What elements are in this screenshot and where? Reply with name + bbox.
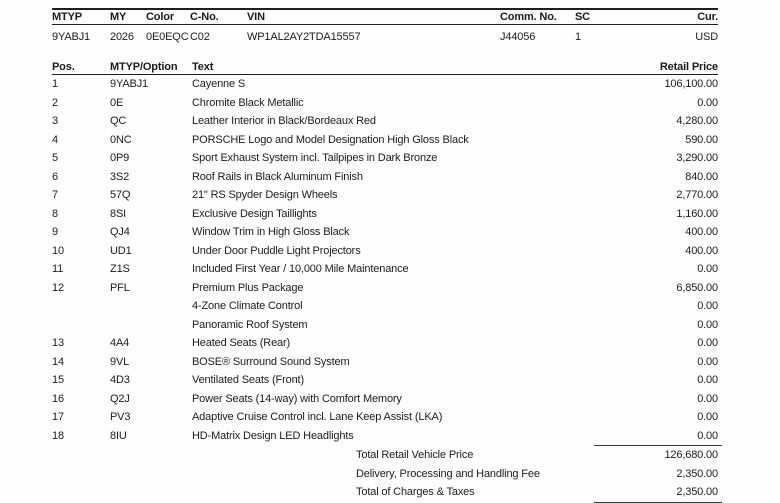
option-pos: 8 (52, 207, 58, 220)
col-header-cur: Cur. (697, 11, 718, 23)
totals-rows (52, 446, 718, 502)
col-header-retail-price: Retail Price (659, 60, 718, 73)
option-pos: 9 (52, 226, 58, 239)
vehicle-header-row (52, 8, 718, 25)
vehicle-sc-value: 1 (575, 30, 581, 43)
option-code: 9VL (110, 355, 130, 368)
option-pos: 3 (52, 115, 58, 128)
option-code: 8SI (110, 207, 127, 220)
option-row (52, 223, 718, 242)
option-row (52, 112, 718, 131)
option-code: 0E (110, 96, 124, 109)
option-code: QJ4 (110, 226, 130, 239)
option-price: 6,850.00 (676, 281, 718, 294)
option-pos: 6 (52, 170, 58, 183)
vehicle-cur-value: USD (695, 30, 718, 43)
col-header-my: MY (110, 11, 127, 23)
total-label: Delivery, Processing and Handling Fee (356, 467, 540, 480)
option-pos: 16 (52, 392, 64, 405)
option-row (52, 131, 718, 150)
option-code: Z1S (110, 263, 130, 276)
vehicle-mtyp-value: 9YABJ1 (52, 30, 91, 43)
option-row (52, 390, 718, 409)
total-row (52, 483, 718, 502)
total-value: 126,680.00 (664, 449, 718, 462)
option-row (52, 75, 718, 94)
vehicle-color-value: 0E0EQC (146, 30, 189, 43)
option-pos: 2 (52, 96, 58, 109)
option-row (52, 149, 718, 168)
option-price: 2,770.00 (676, 189, 718, 202)
option-code: 0NC (110, 133, 132, 146)
option-text: BOSE® Surround Sound System (192, 355, 350, 368)
option-pos: 13 (52, 337, 64, 350)
option-row (52, 408, 718, 427)
options-rows (52, 75, 718, 445)
option-row (52, 334, 718, 353)
col-header-cno: C-No. (190, 11, 219, 23)
option-code: 3S2 (110, 170, 130, 183)
option-text: Under Door Puddle Light Projectors (192, 244, 361, 257)
option-row (52, 242, 718, 261)
option-pos: 5 (52, 152, 58, 165)
option-pos: 10 (52, 244, 64, 257)
option-code: 9YABJ1 (110, 78, 149, 91)
option-code: 4A4 (110, 337, 130, 350)
option-row (52, 260, 718, 279)
col-header-commno: Comm. No. (500, 11, 557, 23)
option-text: HD-Matrix Design LED Headlights (192, 429, 354, 442)
total-value: 2,350.00 (676, 467, 718, 480)
total-label: Total of Charges & Taxes (356, 486, 475, 499)
option-text: Premium Plus Package (192, 281, 304, 294)
option-code: 57Q (110, 189, 131, 202)
option-code: QC (110, 115, 127, 128)
option-price: 400.00 (685, 244, 718, 257)
option-price: 0.00 (697, 300, 718, 313)
option-row (52, 205, 718, 224)
vehicle-commno-value: J44056 (500, 30, 536, 43)
option-text: Roof Rails in Black Aluminum Finish (192, 170, 363, 183)
option-code: Q2J (110, 392, 130, 405)
option-price: 0.00 (697, 411, 718, 424)
option-text: 21" RS Spyder Design Wheels (192, 189, 338, 202)
option-price: 106,100.00 (664, 78, 718, 91)
option-code: PV3 (110, 411, 131, 424)
option-text: Sport Exhaust System incl. Tailpipes in Dark Bronze (192, 152, 438, 165)
option-row (52, 353, 718, 372)
option-price: 0.00 (697, 337, 718, 350)
option-row (52, 279, 718, 298)
option-row (52, 427, 718, 446)
option-pos: 12 (52, 281, 64, 294)
grand-total-rule (594, 502, 722, 503)
option-pos: 7 (52, 189, 58, 202)
option-text: Panoramic Roof System (192, 318, 308, 331)
option-row (52, 94, 718, 113)
option-text: Window Trim in High Gloss Black (192, 226, 350, 239)
col-header-sc: SC (575, 11, 590, 23)
vehicle-data-row (52, 25, 718, 46)
option-price: 0.00 (697, 318, 718, 331)
option-price: 0.00 (697, 96, 718, 109)
option-pos: 18 (52, 429, 64, 442)
option-pos: 14 (52, 355, 64, 368)
option-text: Adaptive Cruise Control incl. Lane Keep Assist (LKA) (192, 411, 443, 424)
option-text: PORSCHE Logo and Model Designation High Gloss Black (192, 133, 469, 146)
option-row (52, 168, 718, 187)
option-price: 590.00 (685, 133, 718, 146)
option-code: 8IU (110, 429, 127, 442)
option-price: 0.00 (697, 429, 718, 442)
option-price: 400.00 (685, 226, 718, 239)
option-price: 1,160.00 (676, 207, 718, 220)
option-row (52, 186, 718, 205)
col-header-option: MTYP/Option (110, 60, 178, 73)
option-pos: 17 (52, 411, 64, 424)
option-pos: 15 (52, 374, 64, 387)
col-header-mtyp: MTYP (52, 11, 82, 23)
option-code: PFL (110, 281, 130, 294)
total-label: Total Retail Vehicle Price (356, 449, 474, 462)
option-text: Exclusive Design Taillights (192, 207, 317, 220)
option-price: 0.00 (697, 374, 718, 387)
option-row (52, 316, 718, 335)
option-row (52, 371, 718, 390)
total-row (52, 465, 718, 484)
option-price: 0.00 (697, 392, 718, 405)
option-price: 0.00 (697, 355, 718, 368)
option-price: 3,290.00 (676, 152, 718, 165)
option-text: 4-Zone Climate Control (192, 300, 303, 313)
option-text: Ventilated Seats (Front) (192, 374, 304, 387)
option-pos: 4 (52, 133, 58, 146)
option-pos: 11 (52, 263, 64, 276)
vehicle-cno-value: C02 (190, 30, 210, 43)
option-code: UD1 (110, 244, 132, 257)
option-text: Leather Interior in Black/Bordeaux Red (192, 115, 376, 128)
options-header-row (52, 59, 718, 75)
option-code: 0P9 (110, 152, 130, 165)
col-header-text: Text (192, 60, 214, 73)
option-row (52, 297, 718, 316)
vehicle-my-value: 2026 (110, 30, 134, 43)
option-pos: 1 (52, 78, 58, 91)
col-header-color: Color (146, 11, 174, 23)
option-price: 0.00 (697, 263, 718, 276)
option-price: 840.00 (685, 170, 718, 183)
option-text: Included First Year / 10,000 Mile Maintenance (192, 263, 409, 276)
option-text: Heated Seats (Rear) (192, 337, 291, 350)
option-code: 4D3 (110, 374, 130, 387)
total-value: 2,350.00 (676, 486, 718, 499)
option-text: Cayenne S (192, 78, 246, 91)
total-row (52, 446, 718, 465)
vehicle-vin-value: WP1AL2AY2TDA15557 (247, 30, 361, 43)
option-price: 4,280.00 (676, 115, 718, 128)
option-text: Power Seats (14-way) with Comfort Memory (192, 392, 402, 405)
option-text: Chromite Black Metallic (192, 96, 304, 109)
col-header-pos: Pos. (52, 60, 75, 73)
col-header-vin: VIN (247, 11, 265, 23)
